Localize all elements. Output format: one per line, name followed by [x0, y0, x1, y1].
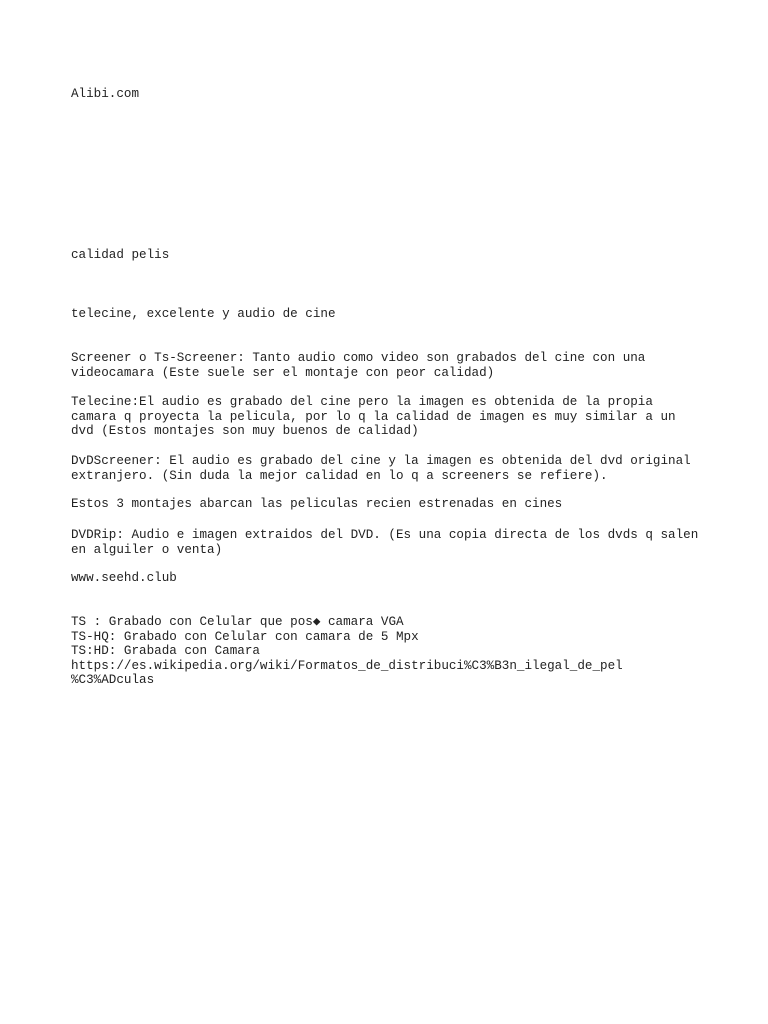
paragraph-dvdrip: DVDRip: Audio e imagen extraidos del DVD. (Es una copia directa de los dvds q salen en alguiler o venta) — [71, 528, 699, 557]
paragraph-screener: Screener o Ts-Screener: Tanto audio como video son grabados del cine con una videocamara (Este suele ser el montaje con peor calidad) — [71, 351, 646, 380]
paragraph-summary: Estos 3 montajes abarcan las peliculas recien estrenadas en cines — [71, 497, 563, 511]
page-title: calidad pelis — [71, 248, 170, 262]
paragraph-telecine: Telecine:El audio es grabado del cine pero la imagen es obtenida de la propia camara q proyecta la pelicula, por lo q la calidad de imagen es muy similar a un dvd (Estos montajes son muy buenos de calidad) — [71, 395, 676, 438]
format-notes: TS : Grabado con Celular que pos◆ camara VGA TS-HQ: Grabado con Celular con camara de 5 Mpx TS:HD: Grabada con Camara https://es.wikipedia.org/wiki/Formatos_de_distribuci%C3%B3n_ilegal_de_pel %C3%ADculas — [71, 615, 623, 687]
site-link[interactable]: www.seehd.club — [71, 571, 177, 585]
subtitle: telecine, excelente y audio de cine — [71, 307, 336, 321]
paragraph-dvdscreener: DvDScreener: El audio es grabado del cine y la imagen es obtenida del dvd original extranjero. (Sin duda la mejor calidad en lo q a screeners se refiere). — [71, 454, 691, 483]
site-name: Alibi.com — [71, 87, 140, 101]
